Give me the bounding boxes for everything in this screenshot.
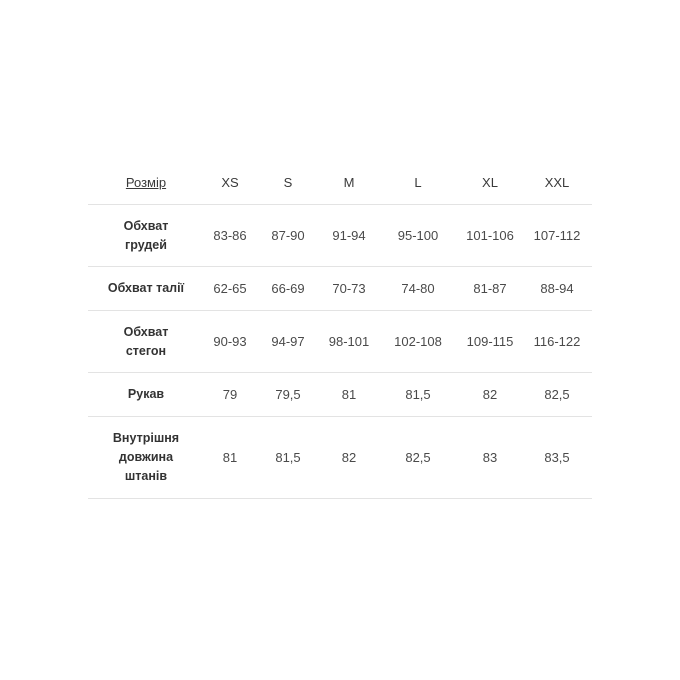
table-cell: 82 (341, 450, 357, 465)
table-cell: 116-122 (533, 334, 581, 349)
table-cell: 107-112 (533, 228, 581, 243)
table-cell: 83 (482, 450, 498, 465)
size-header-s: S (283, 174, 293, 190)
row-label-line: Обхват (123, 324, 169, 339)
row-label-hips (88, 311, 204, 373)
table-cell: 81 (222, 450, 238, 465)
size-column-header[interactable]: Розмір (125, 174, 167, 190)
table-cell: 81,5 (275, 450, 301, 465)
size-header-xs: XS (221, 174, 239, 190)
table-row-sleeve (88, 373, 592, 417)
size-chart-table (88, 160, 592, 499)
size-header-l: L (414, 174, 422, 190)
table-cell: 79,5 (275, 387, 301, 402)
size-header-xxl: XXL (544, 174, 570, 190)
table-row-chest (88, 205, 592, 267)
table-cell: 70-73 (332, 281, 366, 296)
size-header-m: M (343, 174, 355, 190)
row-label-waist (88, 267, 204, 311)
table-cell: 81,5 (405, 387, 431, 402)
table-row-hips (88, 311, 592, 373)
row-label-line: довжина (118, 450, 174, 464)
header-row (88, 160, 592, 205)
table-cell: 94-97 (271, 334, 305, 349)
table-cell: 101-106 (466, 228, 514, 243)
table-cell: 102-108 (394, 334, 442, 349)
table-cell: 109-115 (466, 334, 514, 349)
row-label-line: стегон (125, 343, 167, 358)
table-cell: 81 (341, 387, 357, 402)
table-cell: 74-80 (401, 281, 435, 296)
row-label-chest (88, 205, 204, 267)
row-label-sleeve (88, 373, 204, 417)
table-cell: 79 (222, 387, 238, 402)
row-label-line: Обхват талії (107, 281, 185, 295)
table-cell: 82,5 (405, 450, 431, 465)
table-row-waist (88, 267, 592, 311)
table-cell: 90-93 (213, 334, 247, 349)
row-label-line: штанів (124, 469, 168, 483)
table-cell: 95-100 (397, 228, 439, 243)
row-label-inseam (88, 417, 204, 499)
table-row-inseam (88, 417, 592, 499)
row-label-line: Рукав (127, 387, 165, 401)
table-cell: 88-94 (540, 281, 574, 296)
table-cell: 83,5 (544, 450, 570, 465)
table-cell: 83-86 (213, 228, 247, 243)
table-cell: 98-101 (328, 334, 370, 349)
table-cell: 87-90 (271, 228, 305, 243)
row-label-line: грудей (125, 237, 167, 252)
table-cell: 82,5 (544, 387, 570, 402)
table-cell: 62-65 (213, 281, 247, 296)
row-label-line: Обхват (123, 218, 169, 233)
table-cell: 91-94 (332, 228, 366, 243)
size-header-xl: XL (482, 174, 498, 190)
row-label-line: Внутрішня (112, 431, 180, 445)
table-cell: 81-87 (473, 281, 507, 296)
table-cell: 82 (482, 387, 498, 402)
table-cell: 66-69 (271, 281, 305, 296)
